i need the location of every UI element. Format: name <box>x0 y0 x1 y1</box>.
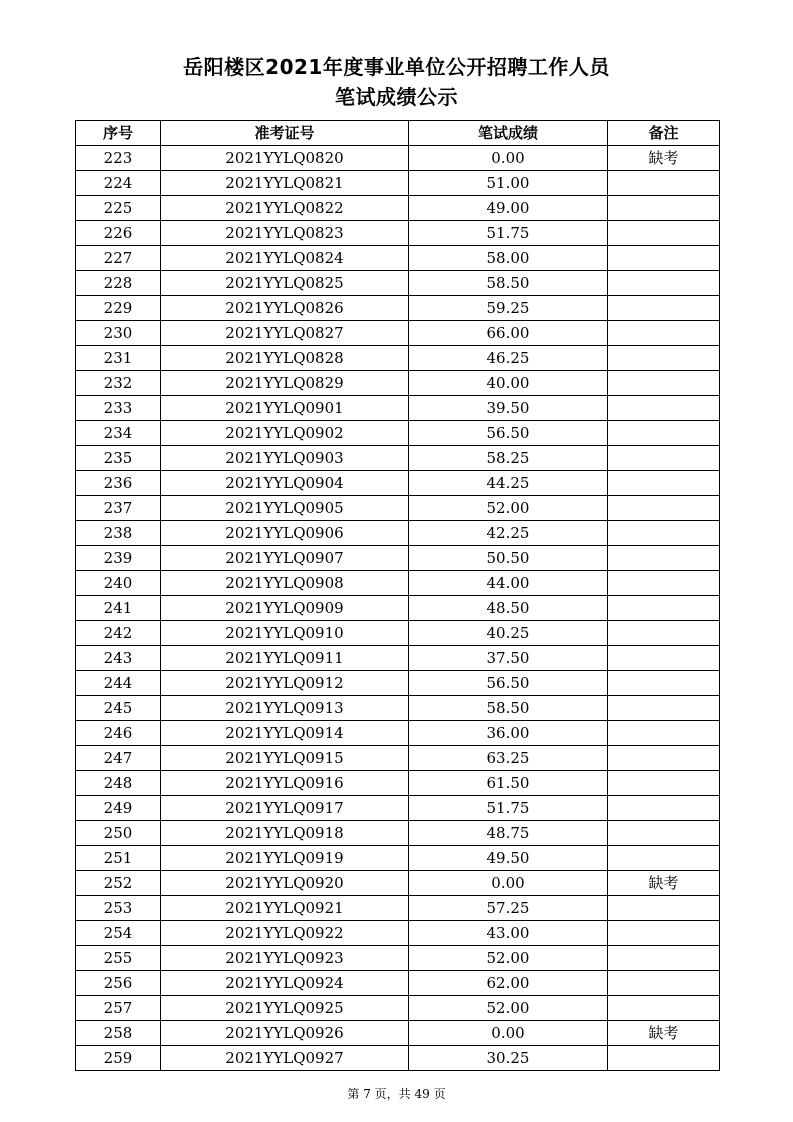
admission-number-cell: 2021YYLQ0909 <box>161 596 409 621</box>
admission-number-cell: 2021YYLQ0820 <box>161 146 409 171</box>
remarks-cell <box>608 771 720 796</box>
serial-number-cell: 241 <box>76 596 161 621</box>
table-row <box>76 971 720 996</box>
admission-number-cell: 2021YYLQ0824 <box>161 246 409 271</box>
header-written-score: 笔试成绩 <box>409 121 608 146</box>
score-cell: 59.25 <box>409 296 608 321</box>
score-cell: 58.50 <box>409 696 608 721</box>
remarks-cell <box>608 746 720 771</box>
serial-number-cell: 259 <box>76 1046 161 1071</box>
table-row <box>76 521 720 546</box>
admission-number-cell: 2021YYLQ0917 <box>161 796 409 821</box>
score-cell: 43.00 <box>409 921 608 946</box>
remarks-cell <box>608 796 720 821</box>
admission-number-cell: 2021YYLQ0920 <box>161 871 409 896</box>
table-row <box>76 371 720 396</box>
serial-number-cell: 258 <box>76 1021 161 1046</box>
scores-table <box>75 120 720 1071</box>
serial-number-cell: 225 <box>76 196 161 221</box>
admission-number-cell: 2021YYLQ0924 <box>161 971 409 996</box>
admission-number-cell: 2021YYLQ0821 <box>161 171 409 196</box>
remarks-cell <box>608 971 720 996</box>
remarks-cell <box>608 946 720 971</box>
table-row <box>76 721 720 746</box>
score-cell: 40.00 <box>409 371 608 396</box>
table-row <box>76 296 720 321</box>
admission-number-cell: 2021YYLQ0908 <box>161 571 409 596</box>
admission-number-cell: 2021YYLQ0827 <box>161 321 409 346</box>
table-row <box>76 1046 720 1071</box>
remarks-cell <box>608 446 720 471</box>
admission-number-cell: 2021YYLQ0912 <box>161 671 409 696</box>
admission-number-cell: 2021YYLQ0829 <box>161 371 409 396</box>
remarks-cell <box>608 671 720 696</box>
admission-number-cell: 2021YYLQ0922 <box>161 921 409 946</box>
score-cell: 46.25 <box>409 346 608 371</box>
score-cell: 52.00 <box>409 946 608 971</box>
table-row <box>76 596 720 621</box>
score-cell: 44.00 <box>409 571 608 596</box>
table-row <box>76 746 720 771</box>
table-row <box>76 546 720 571</box>
score-cell: 52.00 <box>409 496 608 521</box>
remarks-cell <box>608 846 720 871</box>
serial-number-cell: 249 <box>76 796 161 821</box>
score-cell: 63.25 <box>409 746 608 771</box>
serial-number-cell: 244 <box>76 671 161 696</box>
table-row <box>76 221 720 246</box>
score-cell: 58.00 <box>409 246 608 271</box>
serial-number-cell: 251 <box>76 846 161 871</box>
remarks-cell <box>608 271 720 296</box>
remarks-cell <box>608 421 720 446</box>
serial-number-cell: 256 <box>76 971 161 996</box>
table-body <box>76 146 720 1071</box>
remarks-cell <box>608 471 720 496</box>
table-row <box>76 846 720 871</box>
score-cell: 37.50 <box>409 646 608 671</box>
score-cell: 0.00 <box>409 871 608 896</box>
admission-number-cell: 2021YYLQ0822 <box>161 196 409 221</box>
score-cell: 58.50 <box>409 271 608 296</box>
score-cell: 51.00 <box>409 171 608 196</box>
serial-number-cell: 245 <box>76 696 161 721</box>
admission-number-cell: 2021YYLQ0910 <box>161 621 409 646</box>
table-row <box>76 196 720 221</box>
score-cell: 56.50 <box>409 671 608 696</box>
score-cell: 30.25 <box>409 1046 608 1071</box>
serial-number-cell: 253 <box>76 896 161 921</box>
serial-number-cell: 255 <box>76 946 161 971</box>
serial-number-cell: 243 <box>76 646 161 671</box>
score-cell: 56.50 <box>409 421 608 446</box>
score-cell: 50.50 <box>409 546 608 571</box>
remarks-cell <box>608 546 720 571</box>
admission-number-cell: 2021YYLQ0828 <box>161 346 409 371</box>
score-cell: 49.00 <box>409 196 608 221</box>
admission-number-cell: 2021YYLQ0918 <box>161 821 409 846</box>
header-remarks: 备注 <box>608 121 720 146</box>
serial-number-cell: 235 <box>76 446 161 471</box>
admission-number-cell: 2021YYLQ0901 <box>161 396 409 421</box>
admission-number-cell: 2021YYLQ0923 <box>161 946 409 971</box>
remarks-cell <box>608 371 720 396</box>
serial-number-cell: 247 <box>76 746 161 771</box>
score-cell: 66.00 <box>409 321 608 346</box>
table-row <box>76 321 720 346</box>
table-row <box>76 671 720 696</box>
serial-number-cell: 234 <box>76 421 161 446</box>
remarks-cell <box>608 996 720 1021</box>
score-cell: 48.75 <box>409 821 608 846</box>
serial-number-cell: 254 <box>76 921 161 946</box>
serial-number-cell: 230 <box>76 321 161 346</box>
serial-number-cell: 223 <box>76 146 161 171</box>
table-row <box>76 646 720 671</box>
table-row <box>76 771 720 796</box>
table-row <box>76 471 720 496</box>
page-title: 岳阳楼区2021年度事业单位公开招聘工作人员 <box>183 55 610 79</box>
page-number: 第 7 页，共 49 页 <box>347 1087 446 1101</box>
admission-number-cell: 2021YYLQ0915 <box>161 746 409 771</box>
remarks-cell: 缺考 <box>608 146 720 171</box>
remarks-cell: 缺考 <box>608 1021 720 1046</box>
table-row <box>76 171 720 196</box>
table-row <box>76 621 720 646</box>
admission-number-cell: 2021YYLQ0927 <box>161 1046 409 1071</box>
serial-number-cell: 242 <box>76 621 161 646</box>
table-row <box>76 821 720 846</box>
admission-number-cell: 2021YYLQ0906 <box>161 521 409 546</box>
score-cell: 52.00 <box>409 996 608 1021</box>
table-row <box>76 271 720 296</box>
remarks-cell <box>608 396 720 421</box>
serial-number-cell: 250 <box>76 821 161 846</box>
serial-number-cell: 240 <box>76 571 161 596</box>
serial-number-cell: 246 <box>76 721 161 746</box>
serial-number-cell: 228 <box>76 271 161 296</box>
table-row <box>76 871 720 896</box>
remarks-cell: 缺考 <box>608 871 720 896</box>
admission-number-cell: 2021YYLQ0911 <box>161 646 409 671</box>
admission-number-cell: 2021YYLQ0926 <box>161 1021 409 1046</box>
remarks-cell <box>608 346 720 371</box>
remarks-cell <box>608 321 720 346</box>
remarks-cell <box>608 596 720 621</box>
score-cell: 44.25 <box>409 471 608 496</box>
admission-number-cell: 2021YYLQ0907 <box>161 546 409 571</box>
serial-number-cell: 229 <box>76 296 161 321</box>
header-serial-number: 序号 <box>76 121 161 146</box>
score-cell: 0.00 <box>409 146 608 171</box>
remarks-cell <box>608 1046 720 1071</box>
admission-number-cell: 2021YYLQ0823 <box>161 221 409 246</box>
score-cell: 39.50 <box>409 396 608 421</box>
remarks-cell <box>608 196 720 221</box>
remarks-cell <box>608 621 720 646</box>
admission-number-cell: 2021YYLQ0919 <box>161 846 409 871</box>
score-cell: 57.25 <box>409 896 608 921</box>
score-cell: 36.00 <box>409 721 608 746</box>
serial-number-cell: 233 <box>76 396 161 421</box>
remarks-cell <box>608 521 720 546</box>
score-cell: 40.25 <box>409 621 608 646</box>
table-row <box>76 571 720 596</box>
remarks-cell <box>608 246 720 271</box>
serial-number-cell: 237 <box>76 496 161 521</box>
table-row <box>76 246 720 271</box>
serial-number-cell: 232 <box>76 371 161 396</box>
serial-number-cell: 239 <box>76 546 161 571</box>
score-cell: 61.50 <box>409 771 608 796</box>
remarks-cell <box>608 296 720 321</box>
serial-number-cell: 227 <box>76 246 161 271</box>
score-cell: 0.00 <box>409 1021 608 1046</box>
score-cell: 62.00 <box>409 971 608 996</box>
admission-number-cell: 2021YYLQ0902 <box>161 421 409 446</box>
remarks-cell <box>608 571 720 596</box>
table-row <box>76 996 720 1021</box>
score-cell: 51.75 <box>409 221 608 246</box>
admission-number-cell: 2021YYLQ0913 <box>161 696 409 721</box>
serial-number-cell: 252 <box>76 871 161 896</box>
table-row <box>76 946 720 971</box>
admission-number-cell: 2021YYLQ0825 <box>161 271 409 296</box>
remarks-cell <box>608 646 720 671</box>
admission-number-cell: 2021YYLQ0921 <box>161 896 409 921</box>
remarks-cell <box>608 496 720 521</box>
serial-number-cell: 226 <box>76 221 161 246</box>
header-admission-number: 准考证号 <box>161 121 409 146</box>
score-cell: 49.50 <box>409 846 608 871</box>
serial-number-cell: 236 <box>76 471 161 496</box>
admission-number-cell: 2021YYLQ0916 <box>161 771 409 796</box>
admission-number-cell: 2021YYLQ0826 <box>161 296 409 321</box>
page-subtitle: 笔试成绩公示 <box>335 85 458 109</box>
table-row <box>76 796 720 821</box>
score-cell: 48.50 <box>409 596 608 621</box>
remarks-cell <box>608 696 720 721</box>
score-cell: 51.75 <box>409 796 608 821</box>
table-row <box>76 921 720 946</box>
admission-number-cell: 2021YYLQ0905 <box>161 496 409 521</box>
table-header-row <box>76 121 720 146</box>
table-row <box>76 396 720 421</box>
score-cell: 58.25 <box>409 446 608 471</box>
remarks-cell <box>608 221 720 246</box>
table-row <box>76 446 720 471</box>
admission-number-cell: 2021YYLQ0904 <box>161 471 409 496</box>
admission-number-cell: 2021YYLQ0914 <box>161 721 409 746</box>
remarks-cell <box>608 721 720 746</box>
table-row <box>76 346 720 371</box>
remarks-cell <box>608 171 720 196</box>
table-row <box>76 896 720 921</box>
admission-number-cell: 2021YYLQ0903 <box>161 446 409 471</box>
remarks-cell <box>608 821 720 846</box>
table-row <box>76 146 720 171</box>
serial-number-cell: 224 <box>76 171 161 196</box>
table-row <box>76 1021 720 1046</box>
score-cell: 42.25 <box>409 521 608 546</box>
table-row <box>76 496 720 521</box>
serial-number-cell: 238 <box>76 521 161 546</box>
admission-number-cell: 2021YYLQ0925 <box>161 996 409 1021</box>
remarks-cell <box>608 896 720 921</box>
serial-number-cell: 257 <box>76 996 161 1021</box>
serial-number-cell: 231 <box>76 346 161 371</box>
remarks-cell <box>608 921 720 946</box>
table-row <box>76 696 720 721</box>
table-row <box>76 421 720 446</box>
serial-number-cell: 248 <box>76 771 161 796</box>
